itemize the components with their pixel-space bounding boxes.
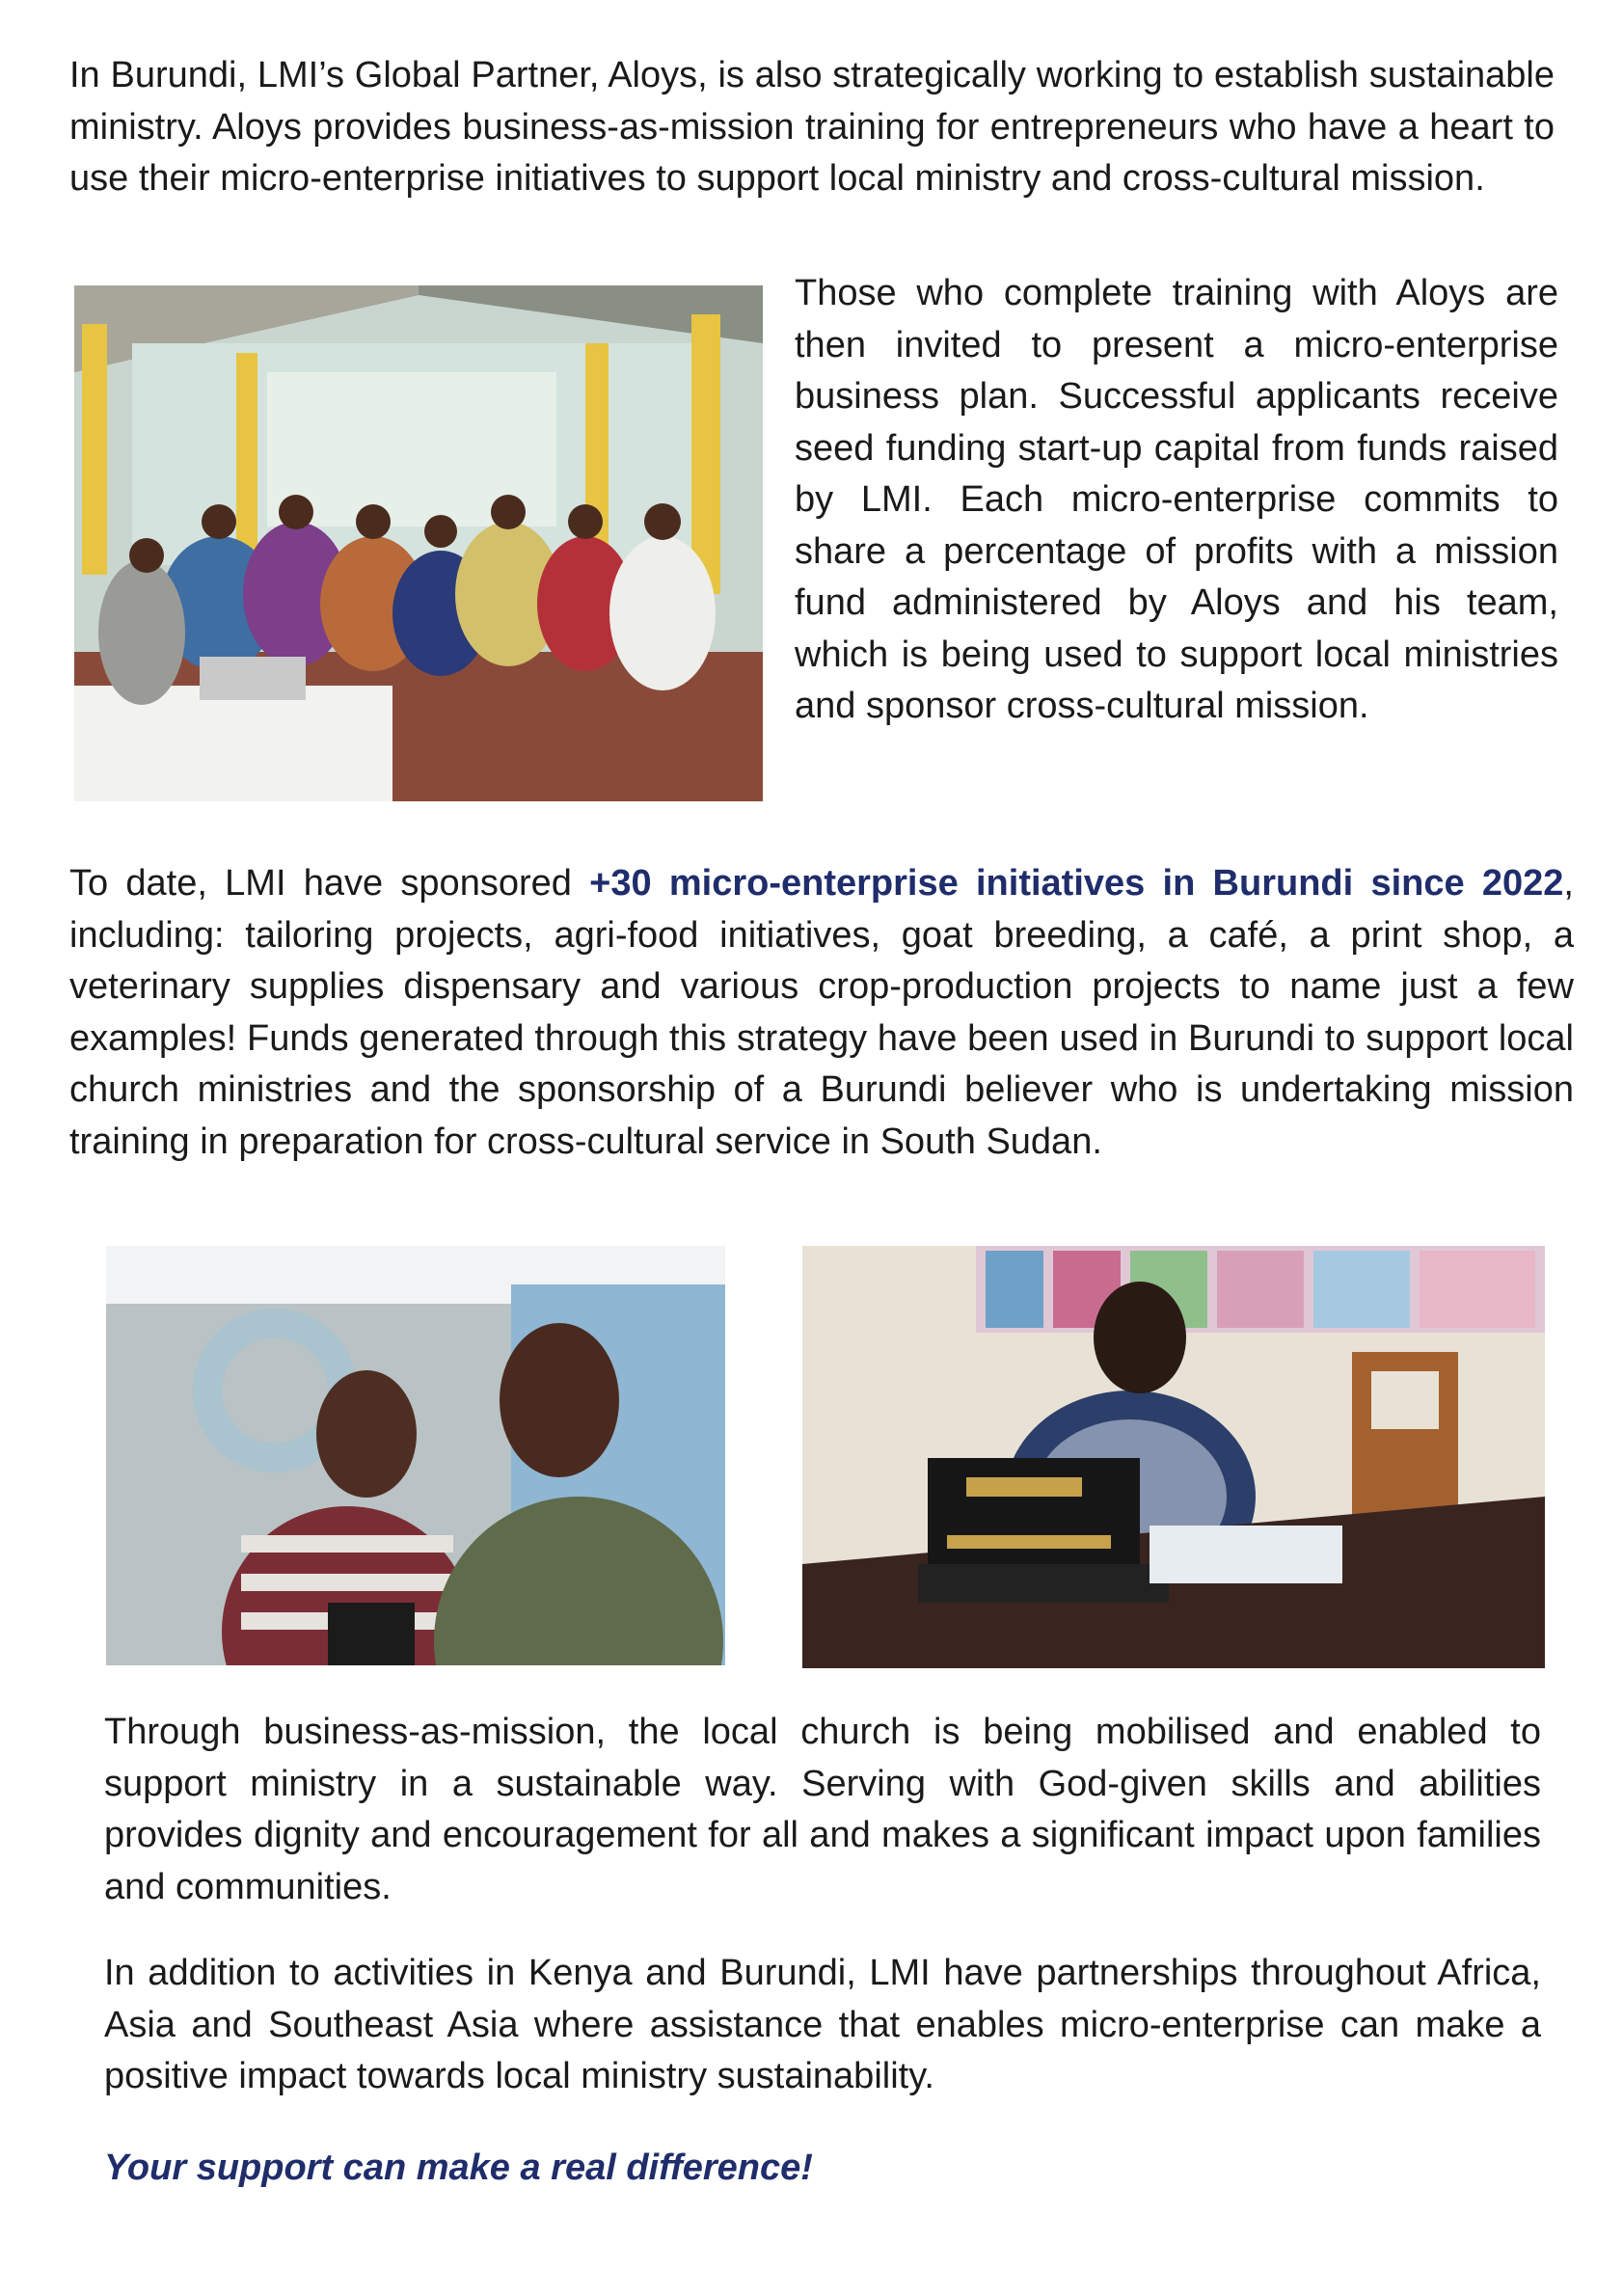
mobilised-paragraph: Through business-as-mission, the local church is being mobilised and enabled to support ministry in a sustainable way. Serving with God-given skills and abilities provides dignity and encouragement for all and makes a significant impact upon families and communities. [104, 1712, 1541, 1907]
sponsored-rest: , including: tailoring projects, agri-food initiatives, goat breeding, a café, a print shop, a veterinary supplies dispensary and various crop-production projects to name just a few examples! Funds generated through this strategy have been used in Burundi to support local church ministries and the sponsorship of a Burundi believer who is undertaking mission training in preparation for cross-cultural service in South Sudan. [69, 863, 1574, 1162]
training-paragraph: Those who complete training with Aloys are then invited to present a micro-enterprise business plan. Successful applicants receive seed funding start-up capital from funds raised by LMI. Each micro-enterprise commits to share a percentage of profits with a mission fund administered by Aloys and his team, which is being used to support local ministries and sponsor cross-cultural mission. [795, 273, 1558, 726]
sponsored-paragraph [69, 858, 1574, 1168]
selfie-photo [106, 1246, 725, 1665]
partnerships-paragraph: In addition to activities in Kenya and Burundi, LMI have partnerships throughout Africa, Asia and Southeast Asia where assistance that enables micro-enterprise can make a positive impact towards local ministry sustainability. [104, 1953, 1541, 2096]
training-group-photo [74, 285, 763, 801]
closing-call-to-action: Your support can make a real difference! [104, 2147, 813, 2188]
sponsored-lead: To date, LMI have sponsored [69, 863, 590, 904]
sewing-photo [802, 1246, 1545, 1668]
intro-paragraph: In Burundi, LMI’s Global Partner, Aloys, is also strategically working to establish sustainable ministry. Aloys provides business-as-mission training for entrepreneurs who have a heart to use their micro-enterprise initiatives to support local ministry and cross-cultural mission. [69, 55, 1555, 199]
sponsored-highlight: +30 micro-enterprise initiatives in Burundi since 2022 [589, 863, 1564, 904]
